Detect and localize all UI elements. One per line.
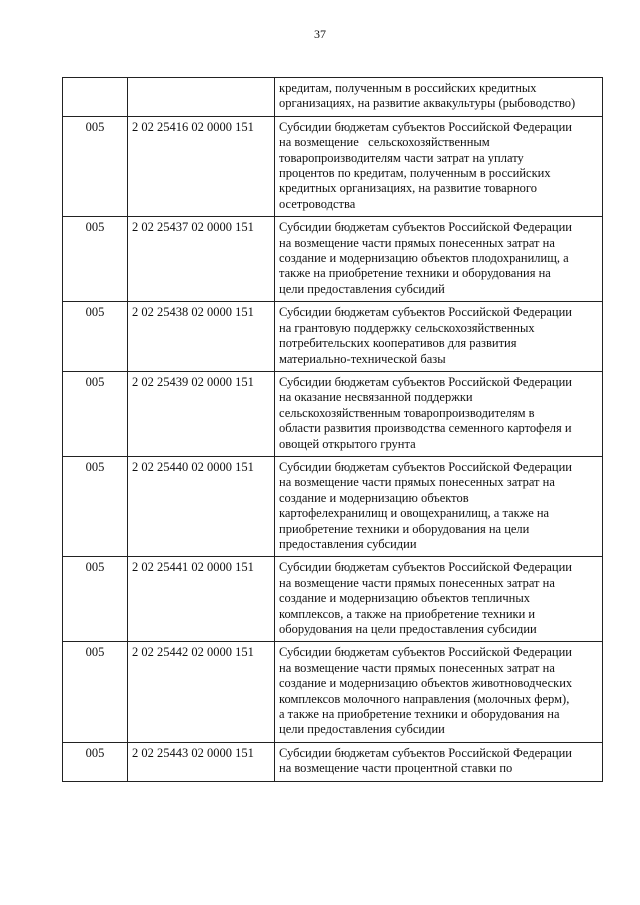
page-number: 37	[314, 27, 326, 41]
table-row	[63, 742, 603, 781]
admin-code-cell: 005	[63, 217, 128, 302]
budget-code-cell: 2 02 25416 02 0000 151	[128, 116, 275, 216]
description-line: Субсидии бюджетам субъектов Российской Федерации	[279, 374, 572, 389]
description-line: Субсидии бюджетам субъектов Российской Федерации	[279, 745, 572, 760]
description-line: кредитных организациях, на развитие товарного	[279, 181, 537, 196]
description-line: приобретение техники и оборудования на цели	[279, 521, 530, 536]
description-line: создание и модернизацию объектов тепличных	[279, 591, 530, 606]
description-line: осетроводства	[279, 196, 356, 211]
description-line: материально-технической базы	[279, 351, 446, 366]
table-row	[63, 116, 603, 216]
description-line: цели предоставления субсидии	[279, 722, 445, 737]
description-line: предоставления субсидии	[279, 536, 417, 551]
description-line: на возмещение части прямых понесенных затрат на	[279, 235, 555, 250]
table-row	[63, 557, 603, 642]
description-line: картофелехранилищ и овощехранилищ, а также на	[279, 506, 550, 521]
budget-code-cell: 2 02 25442 02 0000 151	[128, 642, 275, 742]
description-line: комплексов молочного направления (молочных ферм),	[279, 691, 570, 706]
description-line: на возмещение части прямых понесенных затрат на	[279, 660, 555, 675]
budget-code-cell: 2 02 25438 02 0000 151	[128, 302, 275, 372]
description-line: потребительских кооперативов для развития	[279, 336, 517, 351]
admin-code-cell: 005	[63, 557, 128, 642]
budget-code-cell: 2 02 25437 02 0000 151	[128, 217, 275, 302]
description-line: цели предоставления субсидий	[279, 281, 445, 296]
budget-code-cell: 2 02 25443 02 0000 151	[128, 742, 275, 781]
budget-code-cell: 2 02 25440 02 0000 151	[128, 456, 275, 556]
description-line: организациях, на развитие аквакультуры (рыбоводство)	[279, 96, 576, 111]
description-cell	[275, 371, 603, 456]
admin-code-cell: 005	[63, 116, 128, 216]
description-cell	[275, 217, 603, 302]
table-row	[63, 642, 603, 742]
description-cell	[275, 302, 603, 372]
description-line: на возмещение сельскохозяйственным	[279, 135, 490, 150]
description-line: на возмещение части процентной ставки по	[279, 761, 513, 776]
description-cell	[275, 642, 603, 742]
description-cell	[275, 557, 603, 642]
table-row	[63, 217, 603, 302]
description-cell	[275, 456, 603, 556]
description-line: на оказание несвязанной поддержки	[279, 390, 473, 405]
description-line: создание и модернизацию объектов	[279, 490, 469, 505]
description-line: кредитам, полученным в российских кредитных	[279, 81, 537, 95]
budget-code-cell: 2 02 25439 02 0000 151	[128, 371, 275, 456]
description-line: Субсидии бюджетам субъектов Российской Федерации	[279, 305, 572, 320]
admin-code-cell: 005	[63, 642, 128, 742]
admin-code-cell: 005	[63, 371, 128, 456]
description-cell	[275, 78, 603, 117]
table-row	[63, 302, 603, 372]
description-line: процентов по кредитам, полученным в российских	[279, 166, 551, 181]
admin-code-cell: 005	[63, 302, 128, 372]
budget-code-cell	[128, 78, 275, 117]
table-row	[63, 78, 603, 117]
budget-code-cell: 2 02 25441 02 0000 151	[128, 557, 275, 642]
description-line: области развития производства семенного картофеля и	[279, 421, 572, 436]
admin-code-cell	[63, 78, 128, 117]
table-row	[63, 371, 603, 456]
description-line: Субсидии бюджетам субъектов Российской Федерации	[279, 220, 572, 235]
description-line: товаропроизводителям части затрат на уплату	[279, 150, 524, 165]
description-line: а также на приобретение техники и оборудования на	[279, 707, 560, 722]
description-line: оборудования на цели предоставления субсидии	[279, 622, 537, 636]
description-line: Субсидии бюджетам субъектов Российской Федерации	[279, 459, 572, 474]
description-line: на грантовую поддержку сельскохозяйственных	[279, 320, 535, 335]
description-line: создание и модернизацию объектов плодохранилищ, а	[279, 251, 569, 266]
description-line: также на приобретение техники и оборудования на	[279, 266, 551, 281]
description-cell	[275, 742, 603, 781]
admin-code-cell: 005	[63, 456, 128, 556]
description-line: на возмещение части прямых понесенных затрат на	[279, 575, 555, 590]
description-cell	[275, 116, 603, 216]
description-line: комплексов, а также на приобретение техники и	[279, 606, 536, 621]
admin-code-cell: 005	[63, 742, 128, 781]
description-line: создание и модернизацию объектов животноводческих	[279, 676, 573, 691]
description-line: Субсидии бюджетам субъектов Российской Федерации	[279, 645, 572, 660]
description-line: овощей открытого грунта	[279, 436, 416, 451]
description-line: Субсидии бюджетам субъектов Российской Федерации	[279, 560, 572, 575]
budget-classification-table	[62, 77, 603, 782]
table-row	[63, 456, 603, 556]
description-line: на возмещение части прямых понесенных затрат на	[279, 475, 555, 490]
description-line: сельскохозяйственным товаропроизводителям в	[279, 405, 535, 420]
description-line: Субсидии бюджетам субъектов Российской Федерации	[279, 119, 572, 134]
